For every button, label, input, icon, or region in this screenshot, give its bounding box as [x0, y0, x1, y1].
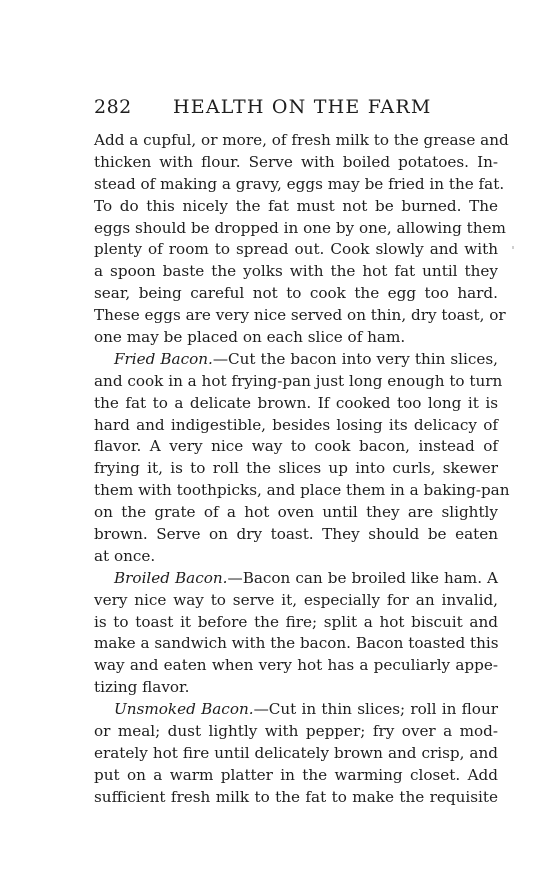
text-line: one may be placed on each slice of ham.: [94, 328, 406, 347]
text-line: Add a cupful, or more, of fresh milk to the grease and: [94, 131, 509, 149]
text-line: thicken with flour. Serve with boiled potatoes. In-: [94, 152, 498, 171]
text-line: sufficient fresh milk to the fat to make the requisite: [94, 787, 498, 806]
text-line: and cook in a hot frying-pan just long enough to turn: [94, 371, 503, 390]
running-title: HEALTH ON THE FARM: [173, 96, 432, 118]
paragraph-text: —Cut the bacon into very thin slices,: [212, 349, 499, 368]
body-text: [94, 130, 510, 809]
page-header: [94, 96, 454, 120]
text-line: hard and indigestible, besides losing its delicacy of: [94, 415, 498, 434]
text-line: tizing flavor.: [94, 678, 190, 697]
text-line: on the grate of a hot oven until they are slightly: [94, 503, 498, 522]
text-line: brown. Serve on dry toast. They should be eaten: [94, 525, 498, 544]
text-line: very nice way to serve it, especially for an invalid,: [94, 590, 498, 609]
paragraph-fried-bacon: [94, 349, 498, 371]
section-heading-fried-bacon: Fried Bacon.: [114, 349, 213, 368]
text-line: plenty of room to spread out. Cook slowly and with: [94, 240, 498, 259]
text-line: These eggs are very nice served on thin, dry toast, or: [94, 306, 506, 325]
text-line: To do this nicely the fat must not be burned. The: [94, 196, 498, 215]
section-heading-unsmoked-bacon: Unsmoked Bacon.: [114, 700, 254, 719]
text-line: way and eaten when very hot has a peculiarly appe-: [94, 656, 498, 675]
text-line: flavor. A very nice way to cook bacon, instead of: [94, 437, 498, 456]
text-line: put on a warm platter in the warming closet. Add: [94, 765, 498, 784]
paragraph-text: —Bacon can be broiled like ham. A: [227, 568, 499, 587]
text-line: eggs should be dropped in one by one, allowing them: [94, 218, 506, 237]
text-line: is to toast it before the fire; split a hot biscuit and: [94, 612, 498, 631]
text-line: the fat to a delicate brown. If cooked too long it is: [94, 393, 498, 412]
text-line: frying it, is to roll the slices up into curls, skewer: [94, 459, 498, 478]
text-line: them with toothpicks, and place them in a baking-pan: [94, 481, 510, 500]
paragraph-text: —Cut in thin slices; roll in flour: [253, 700, 498, 719]
text-line: erately hot fire until delicately brown and crisp, and: [94, 743, 498, 762]
text-line: stead of making a gravy, eggs may be fried in the fat.: [94, 174, 505, 193]
text-line: make a sandwich with the bacon. Bacon toasted this: [94, 634, 499, 653]
text-line: or meal; dust lightly with pepper; fry over a mod-: [94, 722, 498, 741]
text-line: a spoon baste the yolks with the hot fat until they: [94, 262, 498, 281]
text-line: sear, being careful not to cook the egg too hard.: [94, 284, 498, 303]
paragraph-unsmoked-bacon: [94, 699, 498, 721]
page-number: 282: [94, 96, 132, 118]
section-heading-broiled-bacon: Broiled Bacon.: [114, 568, 228, 587]
paragraph-broiled-bacon: [94, 568, 498, 590]
scan-speck: [512, 246, 514, 249]
text-line: at once.: [94, 546, 156, 565]
